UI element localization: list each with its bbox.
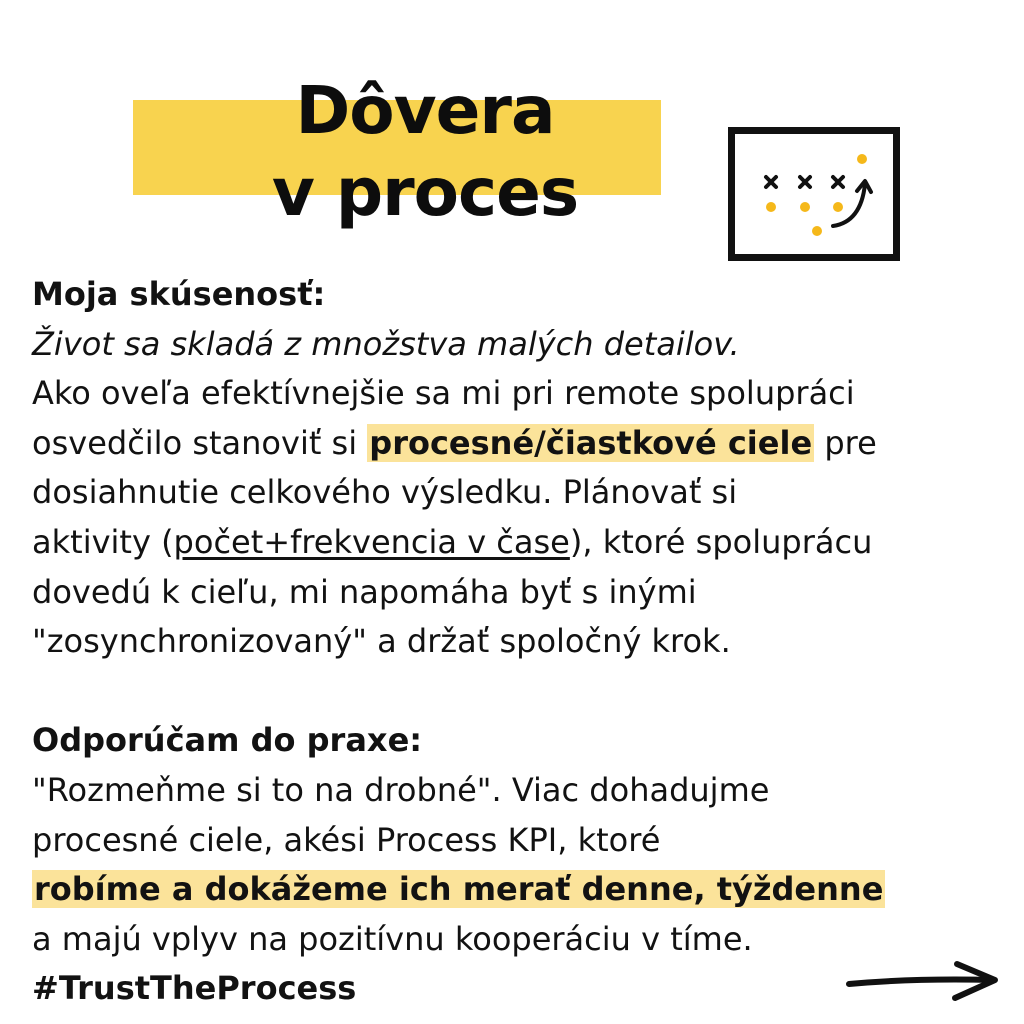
section1-line-4 <box>32 518 1002 568</box>
section1-line-2-end: pre <box>824 423 877 462</box>
section1-line-2-text: osvedčilo stanoviť si <box>32 423 358 462</box>
underlined-frequency: počet+frekvencia v čase <box>173 522 570 561</box>
section1-quote: Život sa skladá z množstva malých detailov. <box>32 324 740 363</box>
section2-line-2: procesné ciele, akési Process KPI, ktoré <box>32 820 661 859</box>
section-spacer <box>32 667 1002 717</box>
arrow-right-icon <box>845 958 1000 1004</box>
section1-line-4-text: aktivity ( <box>32 522 174 561</box>
page-title <box>235 70 615 234</box>
section2-line-4: a majú vplyv na pozitívnu kooperáciu v tíme. <box>32 919 753 958</box>
section1-line-1: Ako oveľa efektívnejšie sa mi pri remote spolupráci <box>32 374 855 413</box>
highlight-process-goals: procesné/čiastkové ciele <box>369 423 813 462</box>
section1-line-3: dosiahnutie celkového výsledku. Plánovať si <box>32 473 738 512</box>
section1-line-4-end: ), ktoré spoluprácu <box>569 522 873 561</box>
hashtag: #TrustTheProcess <box>32 969 357 1008</box>
title-line-1: Dôvera <box>295 72 555 149</box>
section2-heading: Odporúčam do praxe: <box>32 721 423 760</box>
main-content <box>32 270 1002 1014</box>
section2-line-1: "Rozmeňme si to na drobné". Viac dohadujme <box>32 770 770 809</box>
section1-line-5: dovedú k cieľu, mi napomáha byť s inými <box>32 572 697 611</box>
strategy-board-graphic <box>735 134 893 254</box>
highlight-measure-daily: robíme a dokážeme ich merať denne, týždenne <box>34 870 884 909</box>
section1-heading: Moja skúsenosť: <box>32 275 326 313</box>
section1-line-6: "zosynchronizovaný" a držať spoločný krok. <box>32 622 731 661</box>
section2-line-3 <box>32 865 1002 915</box>
strategy-board-icon <box>728 127 900 261</box>
title-line-2: v proces <box>271 154 579 231</box>
section1-line-2 <box>32 419 1002 469</box>
